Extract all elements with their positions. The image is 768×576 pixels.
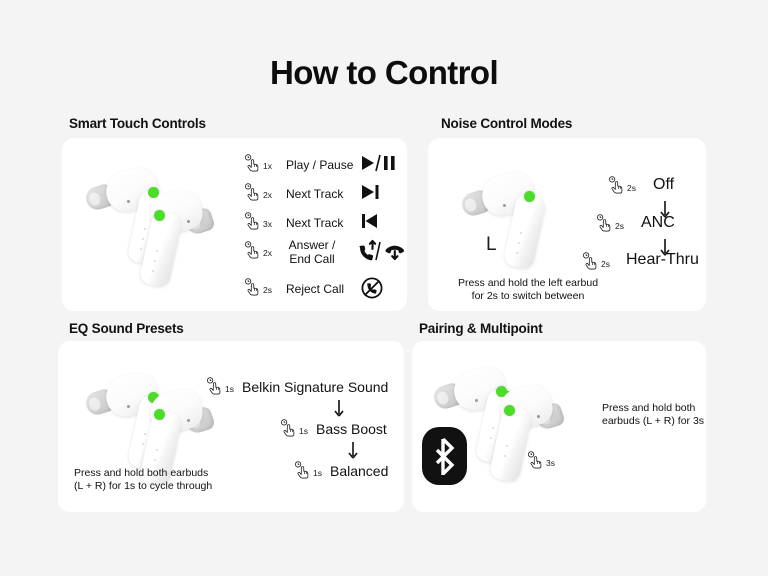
touch-zone-dot bbox=[154, 409, 165, 420]
tap-count: 2s bbox=[601, 258, 610, 269]
row-label-reject-call: Reject Call bbox=[286, 282, 345, 296]
tap-icon-play-pause bbox=[244, 154, 272, 172]
caption-eq-line1: Press and hold both earbuds bbox=[74, 467, 209, 479]
earbud-mic bbox=[187, 220, 190, 223]
row-label-answer-call-line1: Answer / bbox=[288, 238, 336, 252]
card-noise-control-modes bbox=[428, 138, 706, 311]
card-pairing-multipoint bbox=[412, 341, 706, 512]
earbud-mic bbox=[503, 204, 506, 207]
section-title-pairing: Pairing & Multipoint bbox=[419, 321, 543, 336]
earbuds-illustration-smart-touch bbox=[70, 150, 245, 300]
earbud-detail bbox=[492, 427, 494, 429]
mode-label-hear-thru: Hear-Thru bbox=[626, 251, 699, 268]
tap-icon-next-track bbox=[244, 183, 272, 201]
earbud-mic bbox=[537, 415, 540, 418]
earbud-mic bbox=[187, 419, 190, 422]
caption-eq-line2: (L + R) for 1s to cycle through bbox=[74, 480, 213, 492]
tap-count: 2x bbox=[263, 189, 272, 200]
touch-zone-dot bbox=[504, 405, 515, 416]
eq-label-signature-sound: Belkin Signature Sound bbox=[242, 379, 389, 395]
tap-icon-mode-anc bbox=[596, 214, 624, 232]
tap-count: 3x bbox=[263, 218, 272, 229]
mode-label-off: Off bbox=[653, 176, 675, 193]
mode-label-anc: ANC bbox=[641, 214, 675, 231]
tap-count: 1s bbox=[299, 425, 308, 436]
caption-noise-control-line2: for 2s to switch between bbox=[471, 290, 585, 302]
earbud-detail bbox=[154, 260, 156, 262]
touch-zone-dot bbox=[524, 191, 535, 202]
caption-noise-control-line1: Press and hold the left earbud bbox=[457, 277, 599, 289]
play-pause-icon bbox=[360, 154, 404, 176]
earbud-detail bbox=[154, 459, 156, 461]
section-title-eq-presets: EQ Sound Presets bbox=[69, 321, 184, 336]
earbud-detail bbox=[518, 242, 520, 244]
row-label-play-pause: Play / Pause bbox=[286, 158, 354, 172]
tap-count: 1s bbox=[313, 467, 322, 478]
tap-icon-preset-balanced bbox=[294, 461, 322, 479]
earbud-detail bbox=[156, 449, 158, 451]
earbud-detail bbox=[152, 270, 154, 272]
tap-count: 2x bbox=[263, 247, 272, 258]
earbud-detail bbox=[490, 437, 492, 439]
card-eq-sound-presets bbox=[58, 341, 404, 512]
earbud-detail bbox=[142, 443, 144, 445]
tap-icon-answer-end-call bbox=[244, 241, 272, 259]
tap-count: 2s bbox=[627, 182, 636, 193]
earbud-detail bbox=[504, 455, 506, 457]
earbud-detail bbox=[140, 248, 142, 250]
tap-icon-preset-bass-boost bbox=[280, 419, 308, 437]
bluetooth-icon bbox=[422, 427, 467, 485]
earbud-illustration-left bbox=[448, 152, 578, 272]
earbud-detail bbox=[506, 445, 508, 447]
row-label-next-track: Next Track bbox=[286, 187, 344, 201]
tap-count: 1x bbox=[263, 160, 272, 171]
touch-zone-dot bbox=[154, 210, 165, 221]
earbud-mic bbox=[127, 405, 130, 408]
tap-icon-preset-signature bbox=[206, 377, 234, 395]
row-label-answer-call-line2: End Call bbox=[289, 252, 335, 266]
tap-icon-mode-off bbox=[608, 176, 636, 194]
page-title: How to Control bbox=[269, 54, 499, 91]
earbud-detail bbox=[142, 238, 144, 240]
earbud-detail bbox=[516, 252, 518, 254]
answer-end-call-icon bbox=[356, 239, 412, 267]
row-label-previous-track: Next Track bbox=[286, 216, 344, 230]
earbud-side-label: L bbox=[486, 234, 497, 255]
tap-icon-mode-hear-thru bbox=[582, 252, 610, 270]
tap-count: 2s bbox=[263, 284, 272, 295]
tap-count: 2s bbox=[615, 220, 624, 231]
eq-label-bass-boost: Bass Boost bbox=[316, 421, 387, 437]
card-smart-touch-controls bbox=[62, 138, 407, 311]
tap-count: 3s bbox=[546, 457, 555, 468]
earbud-detail bbox=[520, 232, 522, 234]
arrow-down-icon bbox=[333, 399, 345, 422]
earbud-detail bbox=[144, 433, 146, 435]
caption-pairing-line2: earbuds (L + R) for 3s bbox=[602, 415, 705, 427]
section-title-noise-control: Noise Control Modes bbox=[441, 116, 573, 131]
tap-icon-previous-track bbox=[244, 212, 272, 230]
caption-pairing-line1: Press and hold both bbox=[602, 402, 696, 414]
tap-count: 1s bbox=[225, 383, 234, 394]
next-track-icon bbox=[360, 183, 386, 205]
eq-label-balanced: Balanced bbox=[330, 463, 389, 479]
earbud-detail bbox=[156, 250, 158, 252]
reject-call-icon bbox=[360, 276, 384, 304]
tap-icon-reject-call bbox=[244, 278, 272, 296]
earbud-detail bbox=[144, 228, 146, 230]
earbud-mic bbox=[127, 200, 130, 203]
arrow-down-icon bbox=[347, 441, 359, 464]
earbud-mic bbox=[475, 399, 478, 402]
section-title-smart-touch: Smart Touch Controls bbox=[69, 116, 206, 131]
previous-track-icon bbox=[360, 212, 386, 234]
tap-icon-pairing-hold bbox=[527, 451, 555, 469]
